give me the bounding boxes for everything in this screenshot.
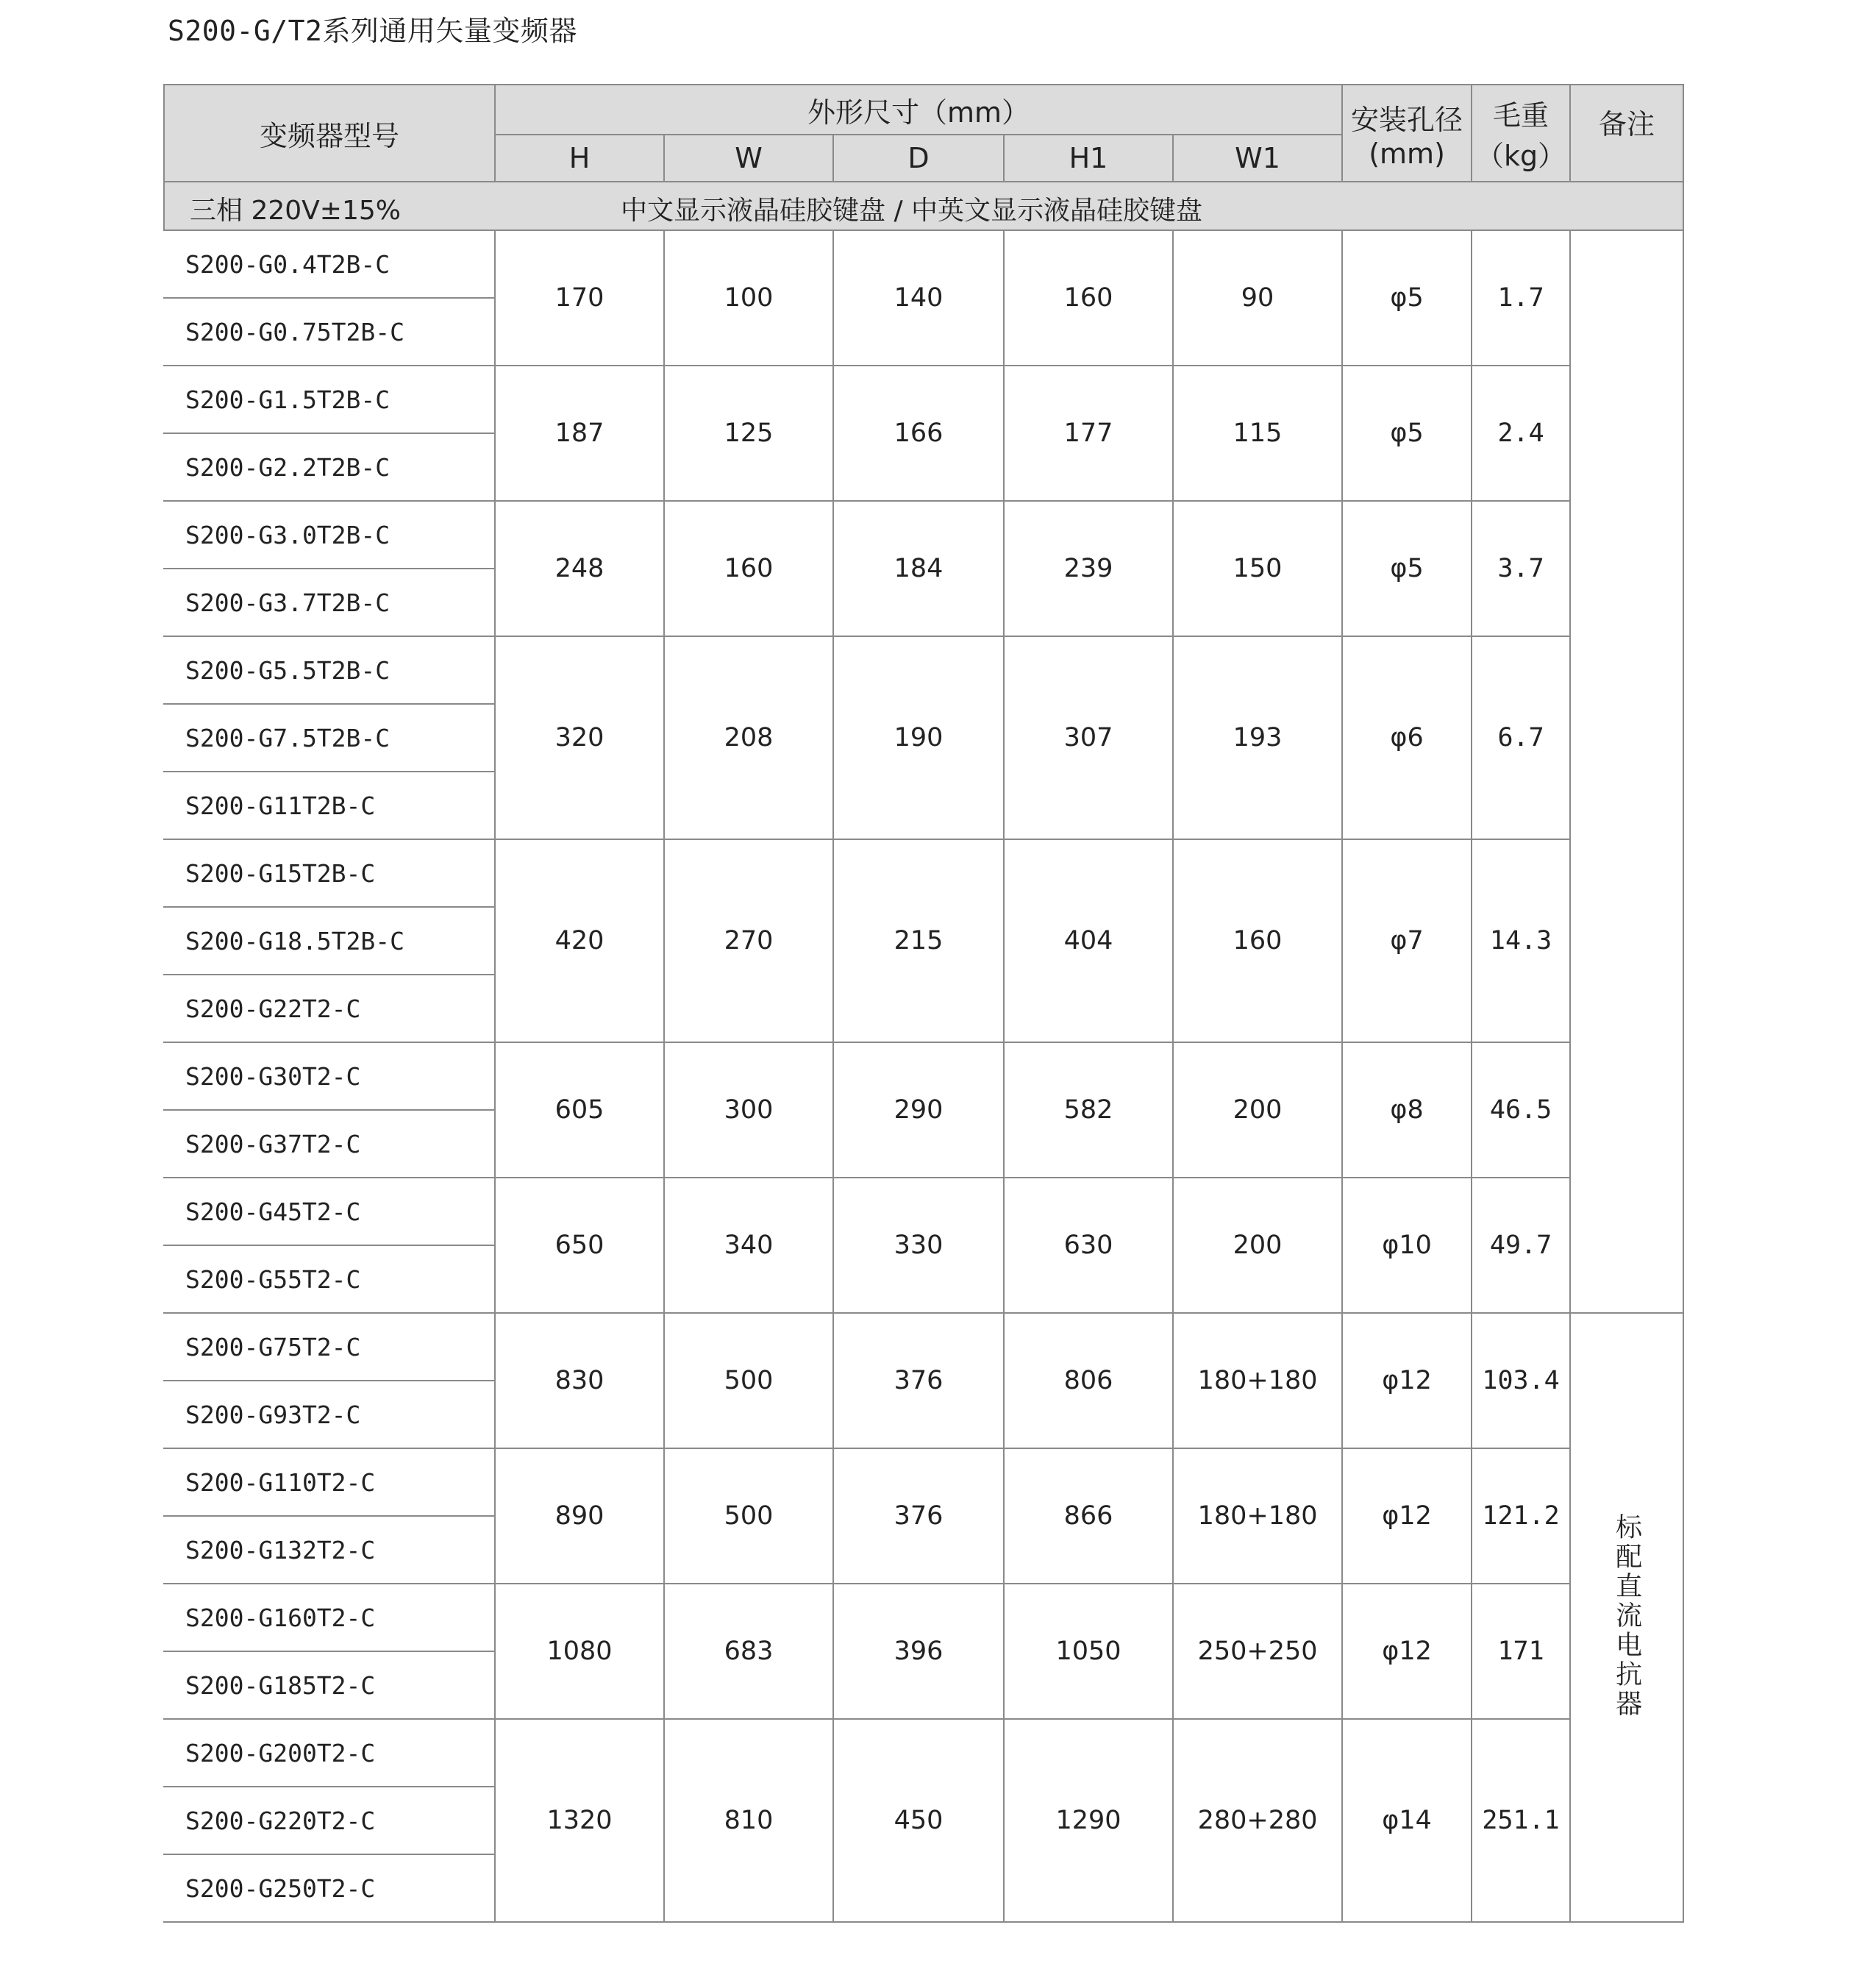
value-cell-w1: 90 [1173,230,1342,366]
table-row [164,839,1683,907]
header-dimensions: 外形尺寸（mm） [495,85,1342,135]
value-cell-hole: φ6 [1342,636,1472,839]
value-cell-h1: 1290 [1004,1719,1173,1922]
value-cell-weight: 2.4 [1472,366,1570,501]
value-cell-h: 248 [495,501,664,636]
model-cell: S200-G220T2-C [164,1787,495,1854]
model-cell: S200-G93T2-C [164,1381,495,1448]
value-cell-h: 420 [495,839,664,1042]
model-cell: S200-G0.4T2B-C [164,230,495,298]
value-cell-w: 270 [664,839,833,1042]
value-cell-h1: 1050 [1004,1584,1173,1719]
table-row [164,1448,1683,1516]
model-cell: S200-G2.2T2B-C [164,433,495,501]
table-row [164,1313,1683,1381]
value-cell-h: 320 [495,636,664,839]
value-cell-d: 190 [833,636,1004,839]
model-cell: S200-G30T2-C [164,1042,495,1110]
header-h1: H1 [1004,135,1173,182]
value-cell-h1: 307 [1004,636,1173,839]
value-cell-h1: 160 [1004,230,1173,366]
value-cell-w: 160 [664,501,833,636]
header-hole-line2: (mm) [1369,137,1445,170]
value-cell-d: 376 [833,1313,1004,1448]
header-weight-line1: 毛重 [1493,99,1549,132]
value-cell-w1: 160 [1173,839,1342,1042]
value-cell-w1: 193 [1173,636,1342,839]
value-cell-w: 125 [664,366,833,501]
value-cell-w: 340 [664,1178,833,1313]
value-cell-h1: 582 [1004,1042,1173,1178]
value-cell-weight: 3.7 [1472,501,1570,636]
model-cell: S200-G200T2-C [164,1719,495,1787]
value-cell-w: 100 [664,230,833,366]
section-row [164,182,1683,230]
section-keyboard: 中文显示液晶硅胶键盘 / 中英文显示液晶硅胶键盘 [621,196,1203,226]
remark-dc-reactor-text: 标配直流电抗器 [1611,1513,1642,1719]
value-cell-hole: φ12 [1342,1313,1472,1448]
value-cell-weight: 49.7 [1472,1178,1570,1313]
table-row [164,366,1683,433]
value-cell-hole: φ7 [1342,839,1472,1042]
value-cell-hole: φ12 [1342,1584,1472,1719]
model-cell: S200-G15T2B-C [164,839,495,907]
value-cell-h: 605 [495,1042,664,1178]
value-cell-w1: 115 [1173,366,1342,501]
value-cell-d: 140 [833,230,1004,366]
value-cell-d: 290 [833,1042,1004,1178]
value-cell-h1: 806 [1004,1313,1173,1448]
header-remark: 备注 [1570,85,1683,182]
value-cell-weight: 103.4 [1472,1313,1570,1448]
model-cell: S200-G18.5T2B-C [164,907,495,975]
model-cell: S200-G7.5T2B-C [164,704,495,772]
value-cell-weight: 121.2 [1472,1448,1570,1584]
value-cell-h1: 239 [1004,501,1173,636]
value-cell-w1: 200 [1173,1042,1342,1178]
model-cell: S200-G110T2-C [164,1448,495,1516]
value-cell-h1: 630 [1004,1178,1173,1313]
value-cell-w: 683 [664,1584,833,1719]
model-cell: S200-G0.75T2B-C [164,298,495,366]
value-cell-weight: 6.7 [1472,636,1570,839]
value-cell-hole: φ5 [1342,366,1472,501]
value-cell-w: 208 [664,636,833,839]
value-cell-w1: 180+180 [1173,1448,1342,1584]
value-cell-weight: 46.5 [1472,1042,1570,1178]
table-row [164,1719,1683,1787]
value-cell-w: 500 [664,1313,833,1448]
header-w1: W1 [1173,135,1342,182]
value-cell-h: 1320 [495,1719,664,1922]
header-w: W [664,135,833,182]
section-voltage: 三相 220V±15% [190,196,401,226]
value-cell-h: 187 [495,366,664,501]
value-cell-d: 396 [833,1584,1004,1719]
value-cell-hole: φ14 [1342,1719,1472,1922]
model-cell: S200-G3.7T2B-C [164,569,495,636]
value-cell-w1: 180+180 [1173,1313,1342,1448]
value-cell-h: 170 [495,230,664,366]
model-cell: S200-G11T2B-C [164,772,495,839]
value-cell-h1: 404 [1004,839,1173,1042]
value-cell-h1: 177 [1004,366,1173,501]
value-cell-d: 184 [833,501,1004,636]
model-cell: S200-G45T2-C [164,1178,495,1245]
model-cell: S200-G132T2-C [164,1516,495,1584]
value-cell-hole: φ10 [1342,1178,1472,1313]
value-cell-hole: φ8 [1342,1042,1472,1178]
value-cell-d: 330 [833,1178,1004,1313]
value-cell-hole: φ5 [1342,501,1472,636]
remark-cell-dc-reactor [1570,1313,1683,1922]
model-cell: S200-G37T2-C [164,1110,495,1178]
table-row [164,230,1683,298]
value-cell-h: 650 [495,1178,664,1313]
value-cell-d: 166 [833,366,1004,501]
value-cell-h1: 866 [1004,1448,1173,1584]
value-cell-w: 810 [664,1719,833,1922]
document-title: S200-G/T2系列通用矢量变频器 [168,15,577,47]
model-cell: S200-G1.5T2B-C [164,366,495,433]
value-cell-w1: 250+250 [1173,1584,1342,1719]
value-cell-h: 1080 [495,1584,664,1719]
header-h: H [495,135,664,182]
value-cell-w: 300 [664,1042,833,1178]
header-weight [1472,85,1570,182]
value-cell-w: 500 [664,1448,833,1584]
model-cell: S200-G185T2-C [164,1651,495,1719]
table-row [164,1042,1683,1110]
model-cell: S200-G5.5T2B-C [164,636,495,704]
value-cell-w1: 200 [1173,1178,1342,1313]
remark-cell-empty [1570,230,1683,1313]
value-cell-weight: 14.3 [1472,839,1570,1042]
value-cell-w1: 150 [1173,501,1342,636]
model-cell: S200-G160T2-C [164,1584,495,1651]
header-hole-line1: 安装孔径 [1351,103,1463,136]
header-d: D [833,135,1004,182]
value-cell-d: 450 [833,1719,1004,1922]
table-row [164,1178,1683,1245]
value-cell-d: 215 [833,839,1004,1042]
value-cell-h: 830 [495,1313,664,1448]
model-cell: S200-G3.0T2B-C [164,501,495,569]
value-cell-hole: φ5 [1342,230,1472,366]
model-cell: S200-G55T2-C [164,1245,495,1313]
header-hole [1342,85,1472,182]
value-cell-weight: 171 [1472,1584,1570,1719]
table-row [164,1584,1683,1651]
value-cell-h: 890 [495,1448,664,1584]
table-row [164,636,1683,704]
model-cell: S200-G75T2-C [164,1313,495,1381]
table-row [164,501,1683,569]
value-cell-weight: 1.7 [1472,230,1570,366]
value-cell-d: 376 [833,1448,1004,1584]
value-cell-w1: 280+280 [1173,1719,1342,1922]
value-cell-weight: 251.1 [1472,1719,1570,1922]
section-cell [164,182,1683,230]
model-cell: S200-G22T2-C [164,975,495,1042]
header-weight-line2: （kg） [1475,140,1566,172]
model-cell: S200-G250T2-C [164,1854,495,1922]
value-cell-hole: φ12 [1342,1448,1472,1584]
spec-table [163,84,1684,1923]
header-model: 变频器型号 [164,85,495,182]
